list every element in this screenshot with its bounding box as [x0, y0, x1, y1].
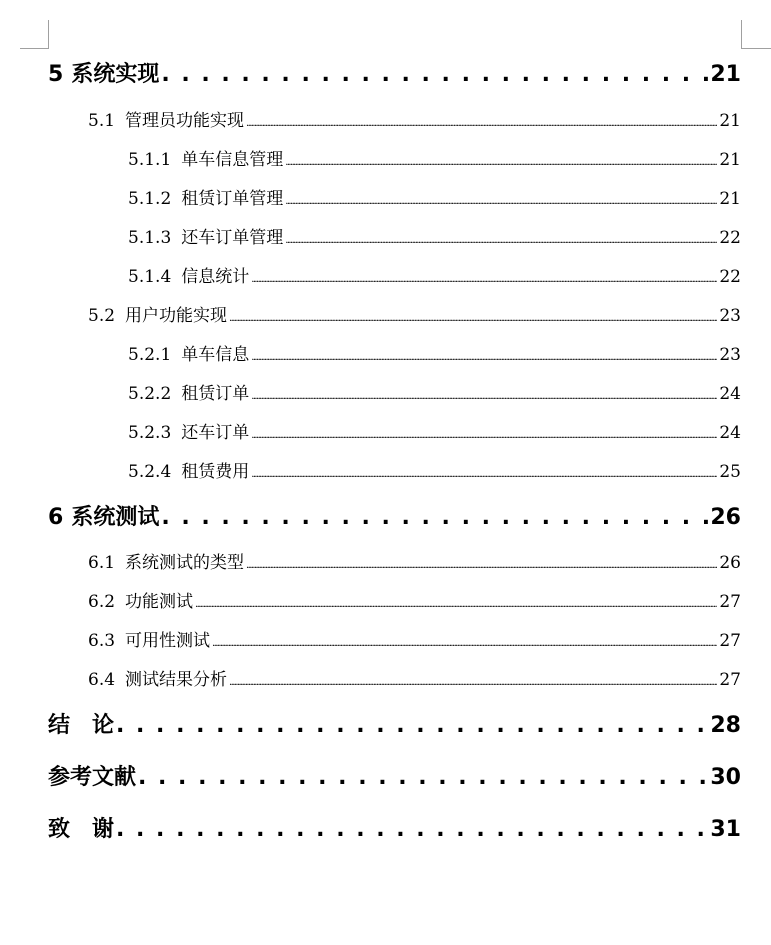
- toc-entry-page: 21: [710, 62, 741, 87]
- toc-entry-page: 27: [719, 592, 741, 612]
- dot-leader: [229, 672, 717, 694]
- dot-leader: [251, 425, 717, 447]
- toc-entry-number: 6.3: [88, 631, 116, 651]
- toc-entry-5-1[interactable]: [88, 110, 741, 135]
- toc-entry-page: 26: [710, 505, 741, 530]
- dot-leader: [246, 555, 717, 577]
- toc-entry-title: 租赁费用: [181, 462, 250, 482]
- toc-entry-number: 6.4: [88, 670, 116, 690]
- toc-entry-page: 24: [719, 423, 741, 443]
- dot-leader: [251, 347, 717, 369]
- toc-entry-label: [128, 149, 283, 171]
- toc-entry-6[interactable]: [48, 505, 741, 531]
- toc-entry-6-2[interactable]: [88, 591, 741, 616]
- toc-entry-page: 24: [719, 384, 741, 404]
- toc-entry-number: 5.1.2: [128, 189, 172, 209]
- toc-entry-page: 22: [719, 267, 741, 287]
- dot-leader: [285, 230, 717, 252]
- page-corner-mark-top-left: [20, 48, 49, 49]
- toc-entry-title: 还车订单: [181, 423, 250, 443]
- toc-entry-page: 21: [719, 189, 741, 209]
- toc-entry-5-2[interactable]: [88, 305, 741, 330]
- toc-entry-label: [88, 305, 227, 327]
- toc-entry-5[interactable]: [48, 62, 741, 88]
- dot-leader: [138, 765, 708, 791]
- toc-entry-page: 21: [719, 150, 741, 170]
- toc-entry-title: 参考文献: [48, 765, 137, 790]
- toc-entry-5-2-3[interactable]: [128, 422, 741, 447]
- dot-leader: [285, 191, 717, 213]
- toc-entry-label: [48, 505, 159, 531]
- page-corner-mark-top-right: [742, 48, 771, 49]
- toc-entry-5-1-1[interactable]: [128, 149, 741, 174]
- dot-leader: [251, 386, 717, 408]
- dot-leader: [251, 269, 717, 291]
- toc-entry-page: 26: [719, 553, 741, 573]
- dot-leader: [161, 62, 708, 88]
- toc-entry-number: 5.2.4: [128, 462, 172, 482]
- toc-entry-page: 27: [719, 670, 741, 690]
- toc-entry-title: 单车信息管理: [181, 150, 284, 170]
- toc-entry-number: 6: [48, 505, 64, 530]
- toc-entry-label: [128, 266, 249, 288]
- toc-entry-title: 致 谢: [48, 817, 115, 842]
- dot-leader: [195, 594, 717, 616]
- toc-entry-label: [88, 591, 193, 613]
- toc-entry-number: 5.2.2: [128, 384, 172, 404]
- toc-entry-conclusion[interactable]: [48, 713, 741, 739]
- toc-entry-5-1-2[interactable]: [128, 188, 741, 213]
- toc-entry-page: 23: [719, 345, 741, 365]
- toc-entry-label: [88, 669, 227, 691]
- toc-entry-5-2-2[interactable]: [128, 383, 741, 408]
- toc-entry-6-4[interactable]: [88, 669, 741, 694]
- toc-entry-5-2-1[interactable]: [128, 344, 741, 369]
- toc-entry-page: 22: [719, 228, 741, 248]
- dot-leader: [246, 113, 717, 135]
- dot-leader: [116, 713, 708, 739]
- toc-entry-title: 系统实现: [71, 62, 160, 87]
- toc-entry-title: 租赁订单管理: [181, 189, 284, 209]
- toc-entry-number: 5.2.1: [128, 345, 172, 365]
- toc-entry-number: 5.2.3: [128, 423, 172, 443]
- page-corner-mark-top-right: [741, 20, 742, 49]
- dot-leader: [229, 308, 717, 330]
- dot-leader: [161, 505, 708, 531]
- toc-entry-label: [128, 461, 249, 483]
- toc-entry-6-3[interactable]: [88, 630, 741, 655]
- toc-entry-5-1-4[interactable]: [128, 266, 741, 291]
- toc-entry-number: 5.1: [88, 111, 116, 131]
- toc-entry-page: 27: [719, 631, 741, 651]
- toc-entry-title: 租赁订单: [181, 384, 250, 404]
- toc-entry-number: 5.1.1: [128, 150, 172, 170]
- toc-entry-label: [128, 422, 249, 444]
- toc-entry-page: 23: [719, 306, 741, 326]
- toc-entry-page: 21: [719, 111, 741, 131]
- toc-entry-title: 结 论: [48, 713, 115, 738]
- toc-entry-number: 5.1.4: [128, 267, 172, 287]
- toc-entry-title: 管理员功能实现: [125, 111, 245, 131]
- toc-entry-references[interactable]: [48, 765, 741, 791]
- toc-entry-title: 测试结果分析: [125, 670, 228, 690]
- toc-entry-label: [128, 344, 249, 366]
- toc-entry-acknowledgements[interactable]: [48, 817, 741, 843]
- toc-entry-label: [128, 227, 283, 249]
- toc-entry-title: 用户功能实现: [125, 306, 228, 326]
- toc-entry-5-2-4[interactable]: [128, 461, 741, 486]
- toc-entry-title: 可用性测试: [125, 631, 211, 651]
- toc-entry-title: 系统测试的类型: [125, 553, 245, 573]
- toc-entry-title: 功能测试: [125, 592, 194, 612]
- toc-entry-number: 5: [48, 62, 64, 87]
- toc-entry-label: [128, 383, 249, 405]
- page-corner-mark-top-left: [48, 20, 49, 49]
- toc-entry-page: 25: [719, 462, 741, 482]
- toc-entry-number: 5.1.3: [128, 228, 172, 248]
- toc-entry-number: 6.2: [88, 592, 116, 612]
- toc-entry-number: 6.1: [88, 553, 116, 573]
- dot-leader: [212, 633, 717, 655]
- toc-entry-title: 信息统计: [181, 267, 250, 287]
- toc-entry-6-1[interactable]: [88, 552, 741, 577]
- toc-entry-label: [88, 630, 210, 652]
- toc-entry-label: [128, 188, 283, 210]
- toc-entry-label: [88, 552, 244, 574]
- toc-entry-number: 5.2: [88, 306, 116, 326]
- toc-entry-title: 还车订单管理: [181, 228, 284, 248]
- toc-entry-page: 30: [710, 765, 741, 790]
- toc-entry-label: [48, 62, 159, 88]
- toc-entry-title: 系统测试: [71, 505, 160, 530]
- toc-entry-page: 28: [710, 713, 741, 738]
- toc-entry-title: 单车信息: [181, 345, 250, 365]
- dot-leader: [285, 152, 717, 174]
- dot-leader: [251, 464, 717, 486]
- toc-entry-label: [88, 110, 244, 132]
- dot-leader: [116, 817, 708, 843]
- toc-entry-page: 31: [710, 817, 741, 842]
- toc-entry-5-1-3[interactable]: [128, 227, 741, 252]
